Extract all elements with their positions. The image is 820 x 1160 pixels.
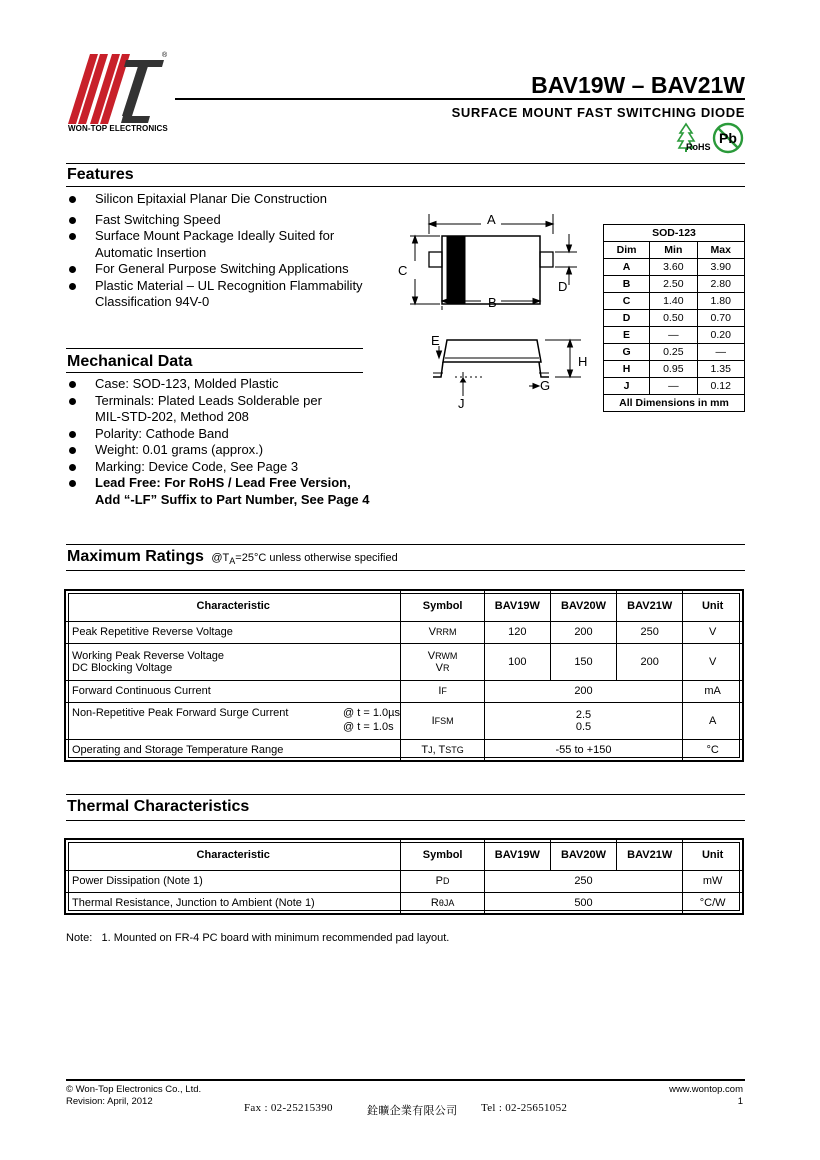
list-item: Plastic Material – UL Recognition Flammability Classification 94V-0 [66,278,396,311]
footer-fax: Fax : 02-25215390 [244,1102,333,1114]
dim-header: Max [697,242,744,259]
table-row: D 0.50 0.70 [604,310,745,327]
ratings-title: Maximum Ratings [67,548,204,565]
page-subtitle: SURFACE MOUNT FAST SWITCHING DIODE [451,105,745,120]
mechanical-top-rule [66,348,363,349]
table-row: Peak Repetitive Reverse Voltage VRRM 120 200 250 V [65,621,743,643]
table-row: Power Dissipation (Note 1) PD 250 mW [65,870,743,892]
list-item: Case: SOD-123, Molded Plastic [66,376,406,393]
mechanical-list [66,376,406,508]
features-list [66,191,396,311]
dim-table-package: SOD-123 [604,225,745,242]
dim-label-g: G [540,378,551,393]
dim-label-e: E [431,333,440,348]
table-row: H 0.95 1.35 [604,361,745,378]
table-row: A 3.60 3.90 [604,259,745,276]
column-header: BAV20W [550,839,616,870]
list-item: Weight: 0.01 grams (approx.) [66,442,406,459]
list-item: Lead Free: For RoHS / Lead Free Version, Add “-LF” Suffix to Part Number, See Page 4 [66,475,406,508]
list-item: Fast Switching Speed [66,212,396,229]
rohs-label: RoHS [686,142,711,152]
dimension-table [603,224,745,412]
column-header: Unit [683,590,743,621]
column-header: Symbol [401,590,484,621]
thermal-bottom-rule [66,820,745,821]
rohs-badge [676,122,710,154]
table-row: E — 0.20 [604,327,745,344]
dim-label-j: J [458,396,465,411]
column-header: Characteristic [65,839,401,870]
list-item: Terminals: Plated Leads Solderable per MIL-STD-202, Method 208 [66,393,406,426]
column-header: BAV20W [550,590,616,621]
column-header: BAV19W [484,590,550,621]
features-title: Features [67,166,134,183]
mechanical-bottom-rule [66,372,363,373]
dim-label-a: A [487,212,496,227]
note-text: Note: 1. Mounted on FR-4 PC board with minimum recommended pad layout. [66,932,450,944]
dim-header: Dim [604,242,650,259]
column-header: Unit [683,839,743,870]
thermal-table [64,838,744,915]
dim-label-h: H [578,354,588,369]
table-row: J — 0.12 [604,378,745,395]
company-logo-text: WON-TOP ELECTRONICS [68,124,168,133]
ratings-bottom-rule [66,570,745,571]
pb-label: Pb [719,130,737,146]
footer-copyright: © Won-Top Electronics Co., Ltd. [66,1084,202,1095]
column-header: BAV21W [617,590,683,621]
table-row: Operating and Storage Temperature Range TJ, TSTG -55 to +150 °C [65,739,743,761]
footer-website: www.wontop.com [669,1084,743,1095]
table-row: Thermal Resistance, Junction to Ambient (Note 1) RθJA 500 °C/W [65,892,743,914]
list-item: Polarity: Cathode Band [66,426,406,443]
page-title: BAV19W – BAV21W [531,72,745,98]
table-row: Working Peak Reverse Voltage DC Blocking Voltage VRWM VR 100 150 200 V [65,643,743,680]
list-item: Marking: Device Code, See Page 3 [66,459,406,476]
list-item: For General Purpose Switching Applications [66,261,396,278]
column-header: Characteristic [65,590,401,621]
page-number: 1 [737,1096,743,1107]
dim-label-b: B [488,295,497,310]
table-row: Non-Repetitive Peak Forward Surge Current @ t = 1.0µs @ t = 1.0s IFSM 2.5 0.5 A [65,702,743,739]
lead-free-badge [712,122,744,154]
features-bottom-rule [66,186,745,187]
mechanical-title: Mechanical Data [67,353,193,370]
column-header: BAV21W [617,839,683,870]
thermal-title: Thermal Characteristics [67,798,250,815]
footer-rule [66,1079,745,1081]
column-header: Symbol [401,839,484,870]
footer-tel: Tel : 02-25651052 [481,1102,568,1114]
table-row: Forward Continuous Current IF 200 mA [65,680,743,702]
ratings-top-rule [66,544,745,545]
dim-header: Min [650,242,697,259]
features-top-rule [66,163,745,164]
company-logo [68,54,168,124]
table-row: G 0.25 — [604,344,745,361]
registered-mark: ® [162,52,168,59]
title-rule [175,98,745,100]
list-item: Surface Mount Package Ideally Suited for Automatic Insertion [66,228,396,261]
dim-table-footer: All Dimensions in mm [604,395,745,412]
footer-revision: Revision: April, 2012 [66,1096,153,1107]
ratings-condition: $@T_A=25^\circ C$ unless otherwise specified [211,552,398,567]
ratings-heading [67,548,398,566]
footer-company-cn: 銓曠企業有限公司 [367,1105,458,1117]
dim-label-d: D [558,279,568,294]
list-item: Silicon Epitaxial Planar Die Construction [66,191,396,208]
column-header: BAV19W [484,839,550,870]
thermal-top-rule [66,794,745,795]
table-row: B 2.50 2.80 [604,276,745,293]
table-row: C 1.40 1.80 [604,293,745,310]
dim-label-c: C [398,263,408,278]
max-ratings-table [64,589,744,762]
